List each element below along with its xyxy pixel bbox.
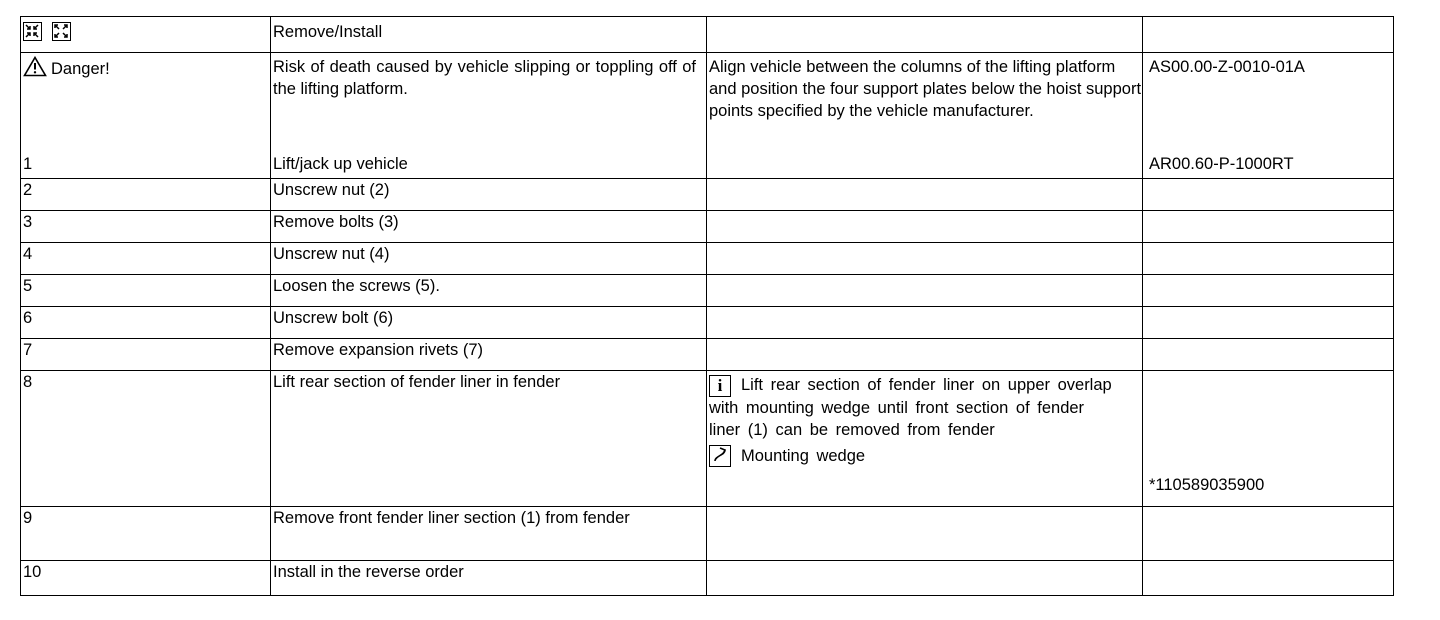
install-icon — [52, 22, 71, 41]
table-row — [21, 339, 1394, 371]
step-text: Unscrew nut (2) — [271, 179, 707, 211]
step-text: Install in the reverse order — [271, 561, 707, 596]
danger-cell — [21, 53, 271, 179]
danger-label: Danger! — [51, 60, 110, 78]
note-cell — [707, 371, 1143, 507]
step-number: 3 — [21, 211, 271, 243]
table-row — [21, 507, 1394, 561]
note-text: Lift rear section of fender liner on upper overlap with mounting wedge until front section of fender liner (1) can be removed from fender — [709, 376, 1112, 439]
info-icon: i — [709, 375, 731, 397]
step-text: Remove expansion rivets (7) — [271, 339, 707, 371]
tool-name: Mounting wedge — [741, 446, 866, 465]
step-text: Lift/jack up vehicle — [273, 155, 408, 173]
step-number: 8 — [21, 371, 271, 507]
table-row — [21, 561, 1394, 596]
tool-block — [709, 445, 1142, 468]
warning-triangle-icon — [23, 56, 47, 83]
table-row — [21, 179, 1394, 211]
table-row — [21, 275, 1394, 307]
step-text: Unscrew bolt (6) — [271, 307, 707, 339]
procedure-table — [20, 16, 1394, 596]
header-icons-cell — [21, 17, 271, 53]
step-number: 9 — [21, 507, 271, 561]
note-block — [709, 374, 1142, 441]
header-empty-cell — [1143, 17, 1394, 53]
danger-instruction: Align vehicle between the columns of the lifting platform and position the four support plates below the hoist support points specified by the vehicle manufacturer. — [709, 58, 1142, 120]
step-number: 4 — [21, 243, 271, 275]
tool-number-link[interactable]: *110589035900 — [1149, 476, 1265, 494]
danger-reference-link[interactable]: AS00.00-Z-0010-01A — [1149, 58, 1305, 76]
step-reference-link[interactable]: AR00.60-P-1000RT — [1149, 155, 1294, 173]
danger-text-cell — [271, 53, 707, 179]
danger-instruction-cell — [707, 53, 1143, 179]
special-tool-icon — [709, 445, 731, 467]
remove-icon — [23, 22, 42, 41]
danger-row — [21, 53, 1394, 179]
step-number: 1 — [23, 155, 33, 173]
danger-text: Risk of death caused by vehicle slipping or toppling off of the lifting platform. — [273, 58, 696, 98]
step-number: 7 — [21, 339, 271, 371]
table-row — [21, 211, 1394, 243]
header-empty-cell — [707, 17, 1143, 53]
header-row — [21, 17, 1394, 53]
step-text: Loosen the screws (5). — [271, 275, 707, 307]
table-row — [21, 371, 1394, 507]
table-row — [21, 243, 1394, 275]
step-number: 10 — [21, 561, 271, 596]
step-number: 5 — [21, 275, 271, 307]
step-number: 2 — [21, 179, 271, 211]
tool-reference-cell — [1143, 371, 1394, 507]
step-text: Remove bolts (3) — [271, 211, 707, 243]
step-text: Remove front fender liner section (1) from fender — [271, 507, 707, 561]
step-number: 6 — [21, 307, 271, 339]
danger-reference-cell — [1143, 53, 1394, 179]
table-row — [21, 307, 1394, 339]
header-title: Remove/Install — [271, 17, 707, 53]
step-text: Lift rear section of fender liner in fender — [271, 371, 707, 507]
step-text: Unscrew nut (4) — [271, 243, 707, 275]
